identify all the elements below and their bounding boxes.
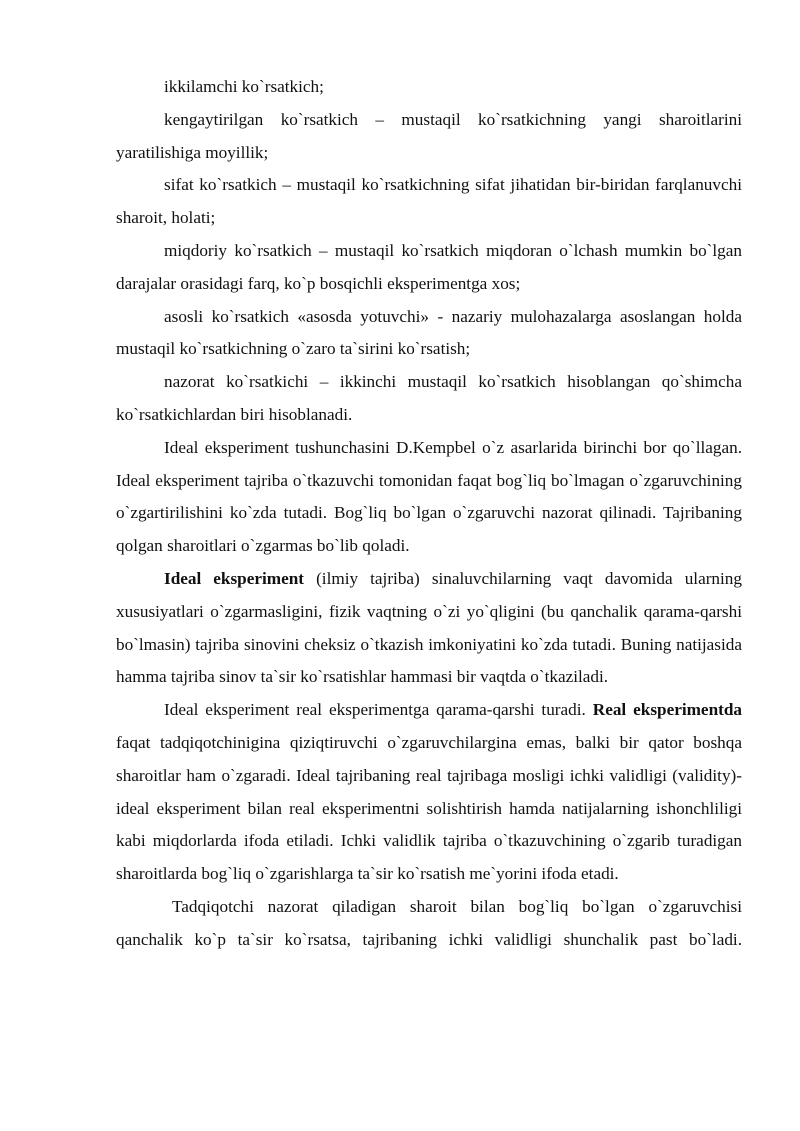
document-page [116, 71, 742, 957]
bold-term: Real eksperimentda [592, 700, 742, 720]
text-run: nazorat ko`rsatkichi – ikkinchi mustaqil ko`rsatkich hisoblangan qo`shimcha ko`rsatkichlardan biri hisoblanadi. [116, 372, 742, 424]
paragraph-10 [116, 891, 742, 957]
text-run: sifat ko`rsatkich – mustaqil ko`rsatkichning sifat jihatidan bir-biridan farqlanuvchi sharoit, holati; [116, 175, 742, 228]
text-run: ikkilamchi ko`rsatkich; [164, 77, 324, 96]
text-run: Ideal eksperiment real eksperimentga qarama-qarshi turadi. [164, 700, 593, 720]
paragraph-5 [116, 301, 742, 367]
text-run: faqat tadqiqotchinigina qiziqtiruvchi o`zgaruvchilargina emas, balki bir qator boshqa sharoitlar ham o`zgaradi. Ideal tajribaning real tajribaga mosligi ichki validligi (validity)- ideal eksperiment bilan real eksperimentni solishtirish hamda natijalarning ishonchliligi kabi miqdorlarda ifoda etiladi. Ichki validlik tajriba o`tkazuvchining o`zgarib turadigan sharoitlarda bog`liq o`zgarishlarga ta`sir ko`rsatish me`yorini ifoda etadi. [116, 732, 742, 884]
text-run: Ideal eksperiment tushunchasini D.Kempbel o`z asarlarida birinchi bor qo`llagan. Ideal eksperiment tajriba o`tkazuvchi tomonidan faqat bog`liq bo`lmagan o`zgaruvchining o`zgartirilishini ko`zda tutadi. Bog`liq bo`lgan o`zgaruvchi nazorat qilinadi. Tajribaning qolgan sharoitlari o`zgarmas bo`lib qoladi. [116, 437, 742, 556]
paragraph-2 [116, 104, 742, 170]
paragraph-7 [116, 432, 742, 563]
paragraph-9 [116, 694, 742, 891]
text-run: asosli ko`rsatkich «asosda yotuvchi» - nazariy mulohazalarga asoslangan holda mustaqil ko`rsatkichning o`zaro ta`sirini ko`rsatish; [116, 306, 742, 359]
paragraph-8 [116, 563, 742, 694]
bold-term: Ideal eksperiment [164, 568, 305, 588]
paragraph-4 [116, 235, 742, 301]
text-run: Tadqiqotchi nazorat qiladigan sharoit bilan bog`liq bo`lgan o`zgaruvchisi qanchalik ko`p ta`sir ko`rsatsa, tajribaning ichki validligi shunchalik past bo`ladi. [116, 896, 742, 949]
paragraph-6 [116, 366, 742, 432]
paragraph-3 [116, 169, 742, 235]
paragraph-1 [116, 71, 742, 104]
text-run: (ilmiy tajriba) sinaluvchilarning vaqt davomida ularning xususiyatlari o`zgarmasligini, fizik vaqtning o`zi yo`qligini (bu qanchalik qarama-qarshi bo`lmasin) tajriba sinovini cheksiz o`tkazish imkoniyatini ko`zda tutadi. Buning natijasida hamma tajriba sinov ta`sir ko`rsatishlar hammasi bir vaqtda o`tkaziladi. [116, 568, 742, 687]
text-run: kengaytirilgan ko`rsatkich – mustaqil ko`rsatkichning yangi sharoitlarini yaratilishiga moyillik; [116, 109, 742, 162]
text-run: miqdoriy ko`rsatkich – mustaqil ko`rsatkich miqdoran o`lchash mumkin bo`lgan darajalar orasidagi farq, ko`p bosqichli eksperimentga xos; [116, 240, 742, 293]
